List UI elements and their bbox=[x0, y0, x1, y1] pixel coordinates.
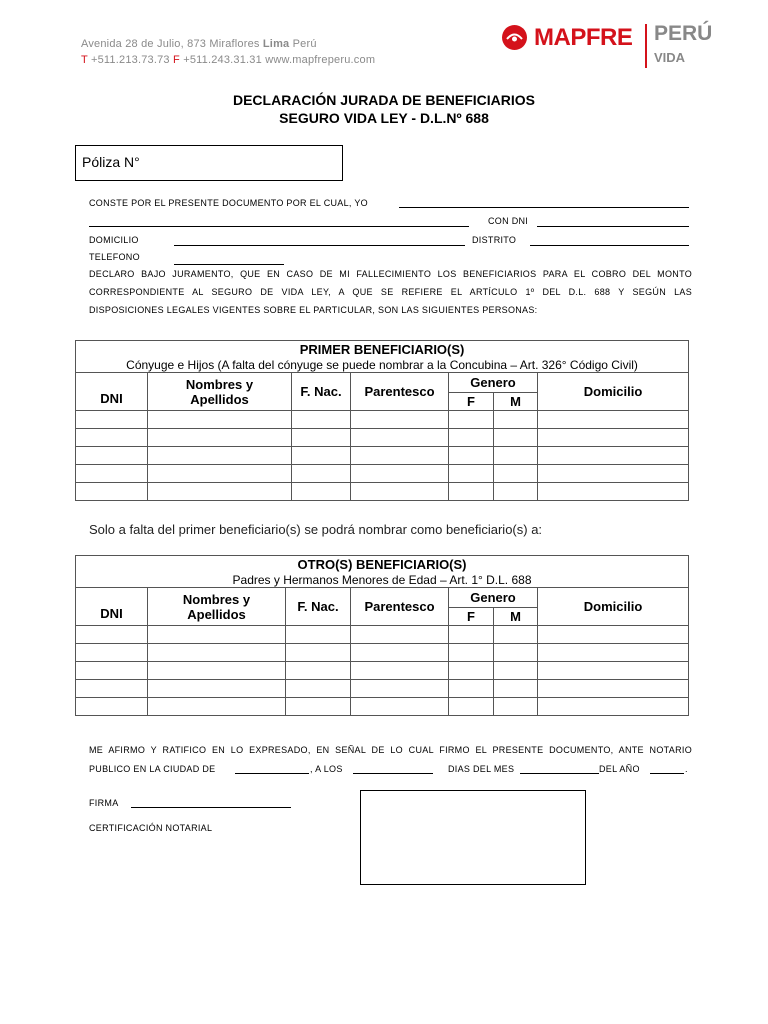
table-cell[interactable] bbox=[76, 698, 148, 716]
column-header-f: F bbox=[449, 608, 494, 626]
table-cell[interactable] bbox=[538, 644, 689, 662]
closing-line-1: ME AFIRMO Y RATIFICO EN LO EXPRESADO, EN SEÑAL DE LO CUAL FIRMO EL PRESENTE DOCUMENTO, ANTE NOTARIO bbox=[89, 745, 692, 755]
distrito-field-line[interactable] bbox=[530, 245, 689, 246]
company-address: Avenida 28 de Julio, 873 Miraflores Lima Perú bbox=[81, 38, 317, 50]
column-header-nombres: Nombres y Apellidos bbox=[148, 373, 292, 411]
table-cell[interactable] bbox=[286, 698, 351, 716]
table-cell[interactable] bbox=[494, 465, 538, 483]
firma-label: FIRMA bbox=[89, 798, 119, 808]
mapfre-emblem-icon bbox=[502, 25, 527, 50]
table-cell[interactable] bbox=[449, 680, 494, 698]
table-row bbox=[76, 447, 689, 465]
table-row bbox=[76, 429, 689, 447]
table-cell[interactable] bbox=[351, 411, 449, 429]
table-cell[interactable] bbox=[351, 447, 449, 465]
column-header-m: M bbox=[494, 393, 538, 411]
mapfre-logo bbox=[502, 22, 712, 68]
table-cell[interactable] bbox=[351, 465, 449, 483]
logo-divider bbox=[645, 24, 647, 68]
table-cell[interactable] bbox=[148, 447, 292, 465]
document-title: DECLARACIÓN JURADA DE BENEFICIARIOS bbox=[232, 92, 536, 108]
table-cell[interactable] bbox=[494, 662, 538, 680]
table-row bbox=[76, 680, 689, 698]
telefono-field-line[interactable] bbox=[174, 264, 284, 265]
table-cell[interactable] bbox=[351, 644, 449, 662]
column-header-genero: Genero bbox=[449, 373, 538, 393]
table-cell[interactable] bbox=[351, 698, 449, 716]
table-cell[interactable] bbox=[538, 483, 689, 501]
table-cell[interactable] bbox=[538, 680, 689, 698]
table-row bbox=[76, 662, 689, 680]
table-cell[interactable] bbox=[148, 411, 292, 429]
table-cell[interactable] bbox=[286, 644, 351, 662]
con-dni-label: CON DNI bbox=[488, 216, 529, 226]
ciudad-label: PUBLICO EN LA CIUDAD DE bbox=[89, 764, 216, 774]
table-cell[interactable] bbox=[351, 483, 449, 501]
table-cell[interactable] bbox=[449, 411, 494, 429]
table-cell[interactable] bbox=[494, 483, 538, 501]
table-cell[interactable] bbox=[494, 626, 538, 644]
table-cell[interactable] bbox=[494, 447, 538, 465]
table-row bbox=[76, 411, 689, 429]
table-cell[interactable] bbox=[148, 626, 286, 644]
name-field-line-2[interactable] bbox=[89, 226, 469, 227]
table-cell[interactable] bbox=[148, 465, 292, 483]
domicilio-field-line[interactable] bbox=[174, 245, 465, 246]
name-field-line[interactable] bbox=[399, 207, 689, 208]
dias-mes-label: DIAS DEL MES bbox=[448, 764, 515, 774]
table-cell[interactable] bbox=[148, 662, 286, 680]
table-cell[interactable] bbox=[351, 429, 449, 447]
certificacion-label: CERTIFICACIÓN NOTARIAL bbox=[89, 823, 213, 833]
table-cell[interactable] bbox=[292, 411, 351, 429]
table-row bbox=[76, 483, 689, 501]
table-cell[interactable] bbox=[449, 662, 494, 680]
table-cell[interactable] bbox=[494, 680, 538, 698]
dias-field-line[interactable] bbox=[353, 773, 433, 774]
distrito-label: DISTRITO bbox=[472, 235, 517, 245]
column-header-dni: DNI bbox=[76, 588, 148, 626]
delano-label: DEL AÑO bbox=[599, 764, 640, 774]
table-cell[interactable] bbox=[449, 483, 494, 501]
table-cell[interactable] bbox=[494, 429, 538, 447]
alos-label: , A LOS bbox=[310, 764, 343, 774]
column-header-parentesco: Parentesco bbox=[351, 588, 449, 626]
logo-line: VIDA bbox=[654, 50, 686, 65]
table-cell[interactable] bbox=[292, 447, 351, 465]
document-subtitle: SEGURO VIDA LEY - D.L.Nº 688 bbox=[279, 110, 489, 126]
column-header-nombres: Nombres y Apellidos bbox=[148, 588, 286, 626]
column-header-parentesco: Parentesco bbox=[351, 373, 449, 411]
table-cell[interactable] bbox=[351, 662, 449, 680]
table-cell[interactable] bbox=[76, 411, 148, 429]
table-cell[interactable] bbox=[449, 626, 494, 644]
company-contact: T +511.213.73.73 F +511.243.31.31 www.mapfreperu.com bbox=[81, 54, 376, 66]
declaration-line-2: CORRESPONDIENTE AL SEGURO DE VIDA LEY, A QUE SE REFIERE EL ARTÍCULO 1º DEL D.L. 688 Y SEGÚN LAS bbox=[89, 287, 692, 297]
ano-field-line[interactable] bbox=[650, 773, 684, 774]
table-cell[interactable] bbox=[449, 465, 494, 483]
table-cell[interactable] bbox=[449, 429, 494, 447]
table-row bbox=[76, 644, 689, 662]
table-cell[interactable] bbox=[292, 429, 351, 447]
table-cell[interactable] bbox=[538, 465, 689, 483]
firma-field-line[interactable] bbox=[131, 807, 291, 808]
table-cell[interactable] bbox=[148, 429, 292, 447]
other-beneficiaries-table bbox=[75, 555, 689, 716]
table-cell[interactable] bbox=[76, 680, 148, 698]
table-cell[interactable] bbox=[538, 411, 689, 429]
table-cell[interactable] bbox=[351, 680, 449, 698]
table-cell[interactable] bbox=[76, 429, 148, 447]
table-cell[interactable] bbox=[538, 662, 689, 680]
mes-field-line[interactable] bbox=[520, 773, 599, 774]
column-header-f: F bbox=[449, 393, 494, 411]
table-cell[interactable] bbox=[148, 644, 286, 662]
column-header-m: M bbox=[494, 608, 538, 626]
table-cell[interactable] bbox=[148, 698, 286, 716]
table-cell[interactable] bbox=[76, 447, 148, 465]
table-title: OTRO(S) BENEFICIARIO(S) bbox=[76, 556, 689, 573]
poliza-label: Póliza N° bbox=[82, 154, 140, 170]
conste-label: CONSTE POR EL PRESENTE DOCUMENTO POR EL CUAL, YO bbox=[89, 198, 368, 208]
column-header-domicilio: Domicilio bbox=[538, 588, 689, 626]
column-header-dni: DNI bbox=[76, 373, 148, 411]
column-header-domicilio: Domicilio bbox=[538, 373, 689, 411]
dni-field-line[interactable] bbox=[537, 226, 689, 227]
table-cell[interactable] bbox=[494, 698, 538, 716]
table-cell[interactable] bbox=[538, 698, 689, 716]
table-cell[interactable] bbox=[538, 429, 689, 447]
ciudad-field-line[interactable] bbox=[235, 773, 309, 774]
table-cell[interactable] bbox=[538, 447, 689, 465]
declaration-line-1: DECLARO BAJO JURAMENTO, QUE EN CASO DE MI FALLECIMIENTO LOS BENEFICIARIOS PARA EL COBRO DEL MONTO bbox=[89, 269, 692, 279]
logo-country: PERÚ bbox=[654, 22, 713, 45]
table-cell[interactable] bbox=[76, 483, 148, 501]
declaration-line-3: DISPOSICIONES LEGALES VIGENTES SOBRE EL PARTICULAR, SON LAS SIGUIENTES PERSONAS: bbox=[89, 305, 538, 315]
table-cell[interactable] bbox=[449, 447, 494, 465]
table-row bbox=[76, 698, 689, 716]
domicilio-label: DOMICILIO bbox=[89, 235, 139, 245]
poliza-field[interactable] bbox=[75, 145, 343, 181]
table-cell[interactable] bbox=[538, 626, 689, 644]
table-cell[interactable] bbox=[148, 680, 286, 698]
table-cell[interactable] bbox=[351, 626, 449, 644]
table-cell[interactable] bbox=[494, 411, 538, 429]
notarial-certification-box[interactable] bbox=[360, 790, 586, 885]
table-row bbox=[76, 465, 689, 483]
table-cell[interactable] bbox=[292, 465, 351, 483]
table-cell[interactable] bbox=[76, 465, 148, 483]
logo-brand: MAPFRE bbox=[534, 24, 633, 51]
table-cell[interactable] bbox=[286, 626, 351, 644]
table-subtitle: Cónyuge e Hijos (A falta del cónyuge se puede nombrar a la Concubina – Art. 326° Código Civil) bbox=[76, 357, 689, 373]
secondary-note: Solo a falta del primer beneficiario(s) se podrá nombrar como beneficiario(s) a: bbox=[89, 522, 543, 537]
table-cell[interactable] bbox=[449, 644, 494, 662]
primary-beneficiaries-table bbox=[75, 340, 689, 501]
table-title: PRIMER BENEFICIARIO(S) bbox=[76, 341, 689, 358]
table-row bbox=[76, 626, 689, 644]
table-cell[interactable] bbox=[76, 662, 148, 680]
column-header-genero: Genero bbox=[449, 588, 538, 608]
table-cell[interactable] bbox=[494, 644, 538, 662]
column-header-fnac: F. Nac. bbox=[292, 373, 351, 411]
table-cell[interactable] bbox=[76, 626, 148, 644]
table-cell[interactable] bbox=[292, 483, 351, 501]
table-cell[interactable] bbox=[286, 662, 351, 680]
table-subtitle: Padres y Hermanos Menores de Edad – Art. 1° D.L. 688 bbox=[76, 572, 689, 588]
table-cell[interactable] bbox=[76, 644, 148, 662]
closing-period: . bbox=[685, 764, 688, 774]
table-cell[interactable] bbox=[449, 698, 494, 716]
table-cell[interactable] bbox=[148, 483, 292, 501]
column-header-fnac: F. Nac. bbox=[286, 588, 351, 626]
table-cell[interactable] bbox=[286, 680, 351, 698]
telefono-label: TELEFONO bbox=[89, 252, 140, 262]
